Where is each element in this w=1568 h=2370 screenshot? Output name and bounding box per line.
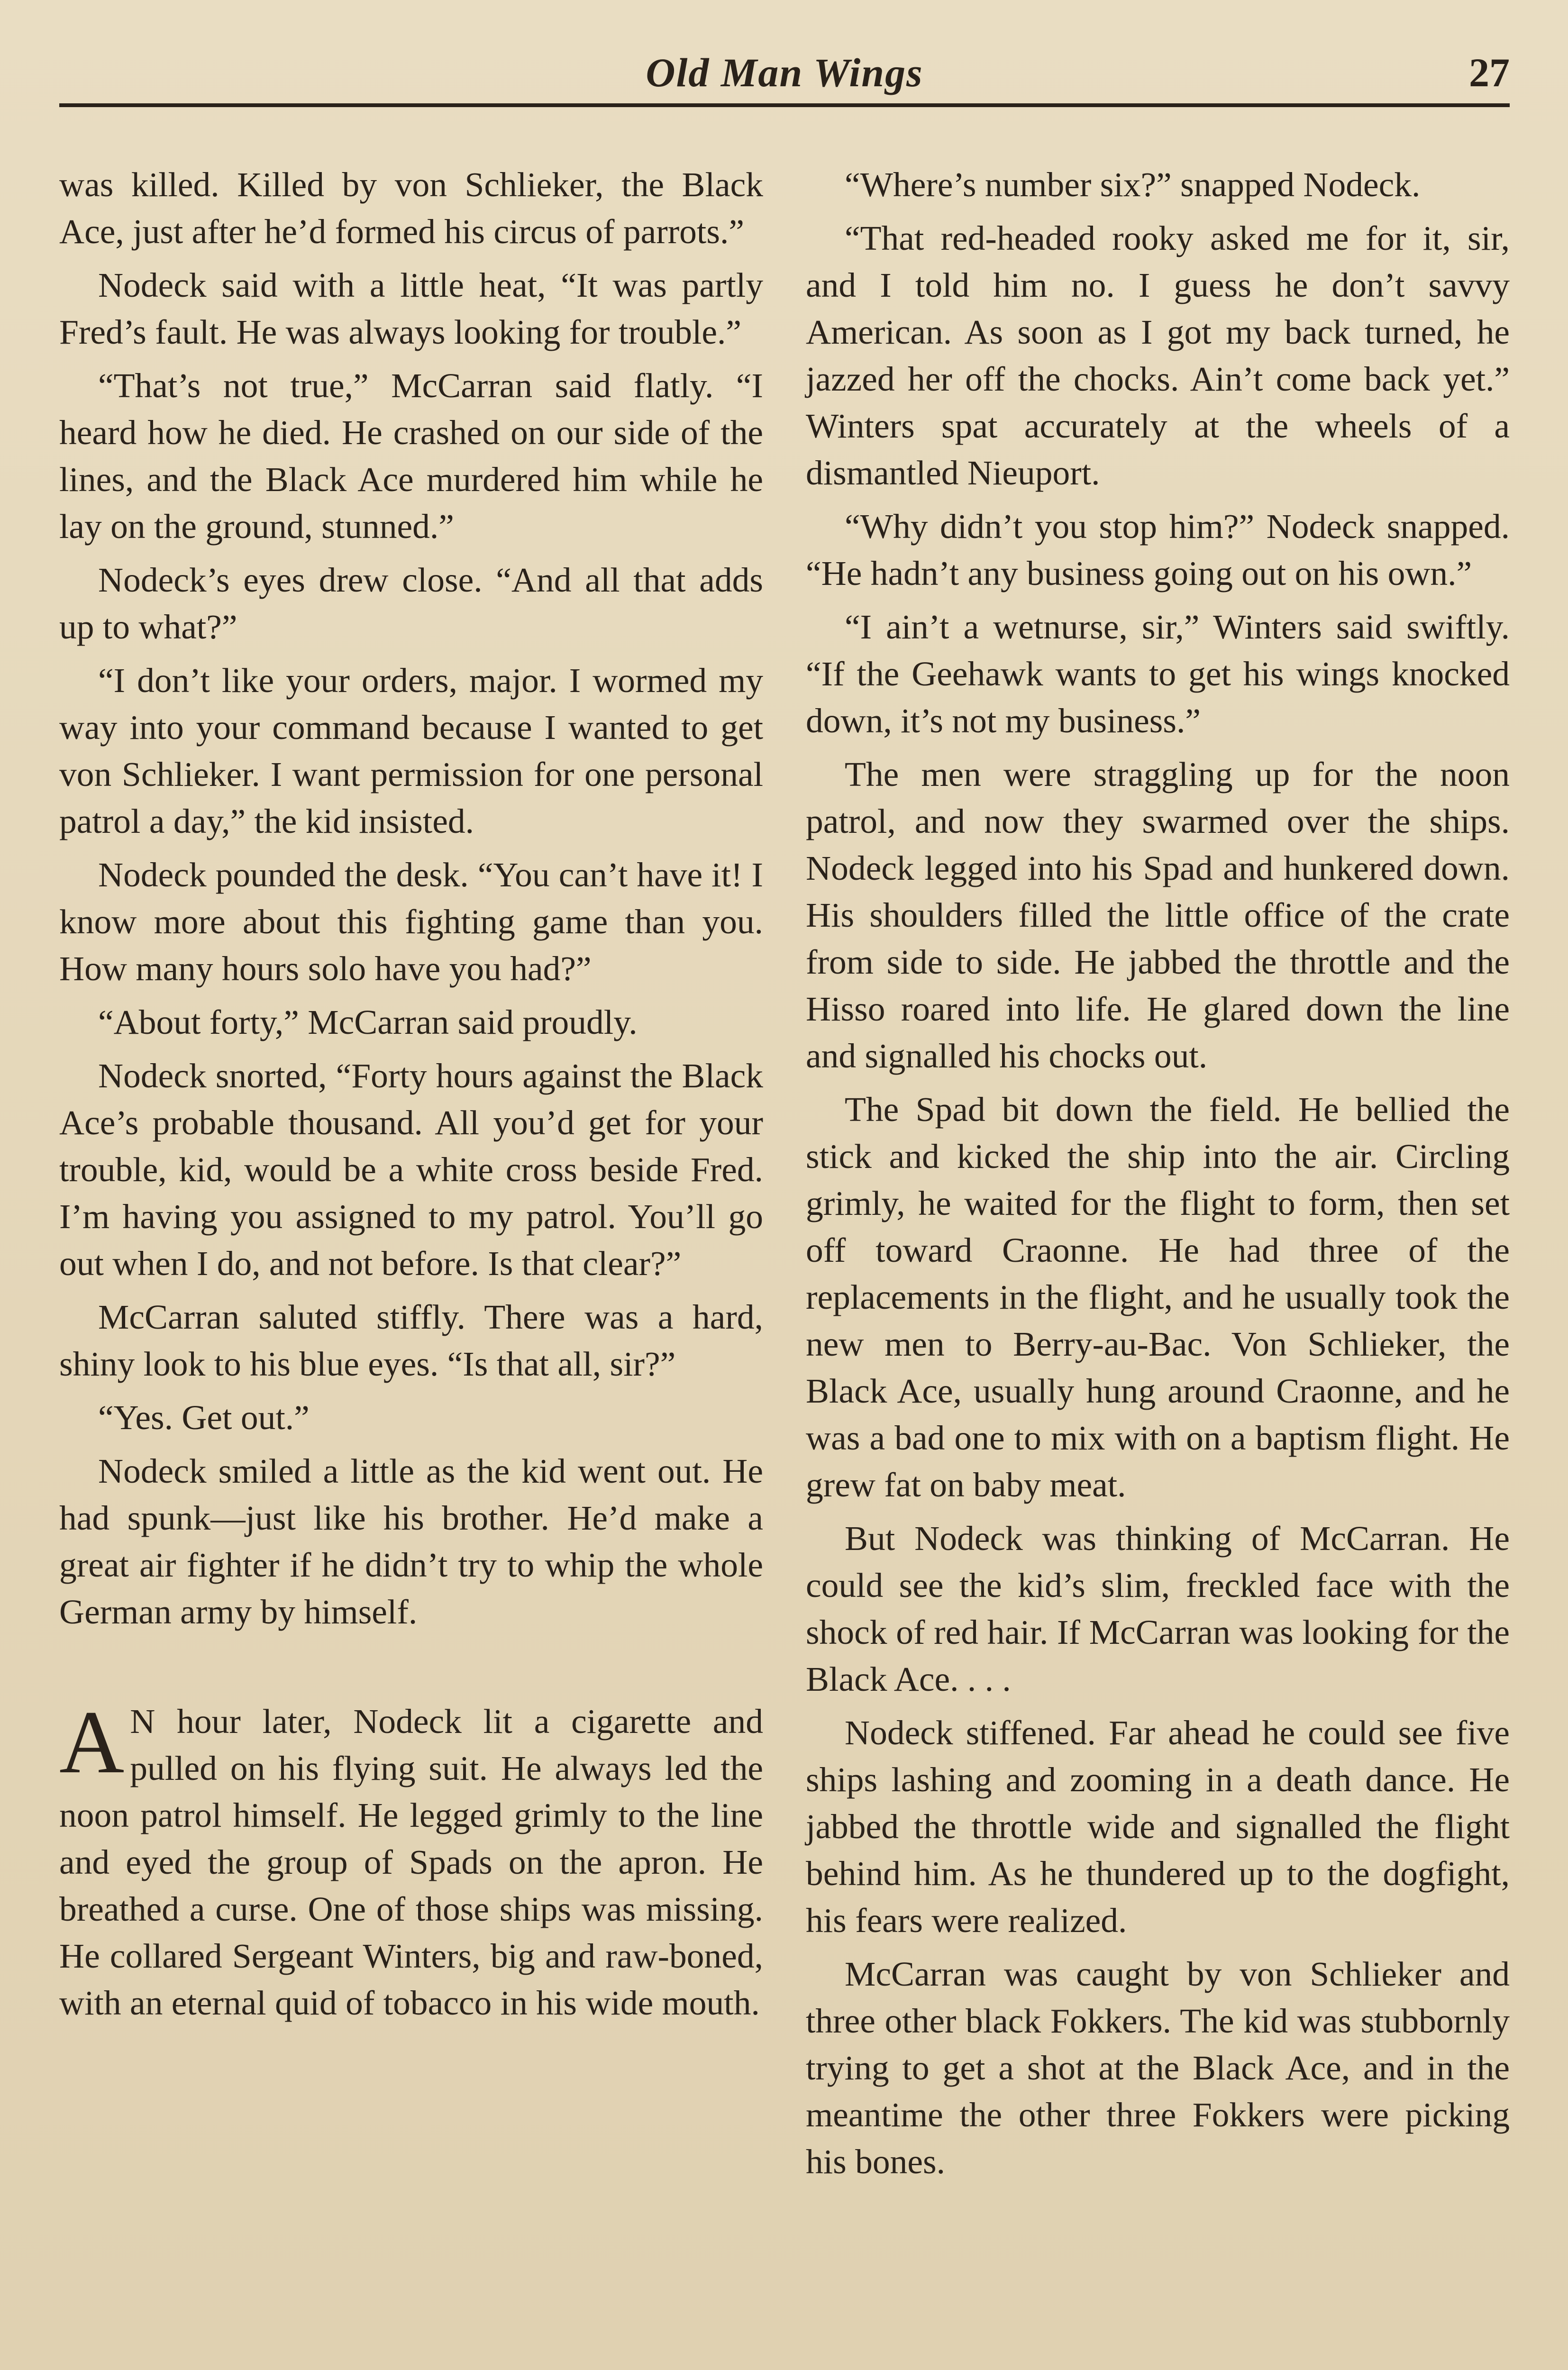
left-column xyxy=(59,161,763,2033)
page-header xyxy=(59,45,1510,102)
paragraph: McCarran saluted stiffly. There was a hard, shiny look to his blue eyes. “Is that all, sir?” xyxy=(59,1298,763,1383)
paragraph: “Why didn’t you stop him?” Nodeck snapped. “He hadn’t any business going out on his own.” xyxy=(806,507,1510,592)
paragraph: But Nodeck was thinking of McCarran. He could see the kid’s slim, freckled face with the shock of red hair. If McCarran was looking for the Black Ace. . . . xyxy=(806,1519,1510,1698)
paragraph: Nodeck snorted, “Forty hours against the Black Ace’s probable thousand. All you’d get for your trouble, kid, would be a white cross beside Fred. I’m having you assigned to my patrol. You’ll go out when I do, and not before. Is that clear?” xyxy=(59,1057,763,1283)
paragraph: “Where’s number six?” snapped Nodeck. xyxy=(845,165,1421,204)
paragraph: “I don’t like your orders, major. I wormed my way into your command because I wanted to get von Schlieker. I want permission for one personal patrol a day,” the kid insisted. xyxy=(59,661,763,840)
paragraph: was killed. Killed by von Schlieker, the Black Ace, just after he’d formed his circus of parrots.” xyxy=(59,165,763,251)
paragraph: Nodeck pounded the desk. “You can’t have it! I know more about this fighting game than you. How many hours solo have you had?” xyxy=(59,856,763,988)
section-opening-text: N hour later, Nodeck lit a cigarette and pulled on his flying suit. He always led the noon patrol himself. He legged grimly to the line and eyed the group of Spads on the apron. He breathed a curse. One of those ships was missing. He collared Sergeant Winters, big and raw-boned, with an eternal quid of tobacco in his wide mouth. xyxy=(59,1702,763,2022)
header-rule xyxy=(59,103,1510,107)
paragraph: Nodeck said with a little heat, “It was partly Fred’s fault. He was always looking for trouble.” xyxy=(59,266,763,351)
paragraph: “That’s not true,” McCarran said flatly. “I heard how he died. He crashed on our side of the lines, and the Black Ace murdered him while he lay on the ground, stunned.” xyxy=(59,366,763,546)
right-column xyxy=(806,161,1510,2192)
paragraph: “Yes. Get out.” xyxy=(98,1398,310,1437)
paragraph: The men were straggling up for the noon patrol, and now they swarmed over the ships. Nodeck legged into his Spad and hunkered down. His shoulders filled the little office of the crate from side to side. He jabbed the throttle and the Hisso roared into life. He glared down the line and signalled his chocks out. xyxy=(806,755,1510,1075)
page-number: 27 xyxy=(1469,50,1510,95)
paragraph: Nodeck’s eyes drew close. “And all that adds up to what?” xyxy=(59,561,763,646)
paragraph: “I ain’t a wetnurse, sir,” Winters said swiftly. “If the Geehawk wants to get his wings knocked down, it’s not my business.” xyxy=(806,608,1510,740)
paragraph: The Spad bit down the field. He bellied the stick and kicked the ship into the air. Circling grimly, he waited for the flight to form, then set off toward Craonne. He had three of the replacements in the flight, and he usually took the new men to Berry-au-Bac. Von Schlieker, the Black Ace, usually hung around Craonne, and he was a bad one to mix with on a baptism flight. He grew fat on baby meat. xyxy=(806,1090,1510,1504)
paragraph: Nodeck stiffened. Far ahead he could see five ships lashing and zooming in a death dance. He jabbed the throttle wide and signalled the flight behind him. As he thundered up to the dogfight, his fears were realized. xyxy=(806,1714,1510,1940)
paragraph: “About forty,” McCarran said proudly. xyxy=(98,1003,638,1041)
running-title: Old Man Wings xyxy=(646,50,923,95)
section-opening-paragraph xyxy=(59,1693,763,2026)
paragraph: Nodeck smiled a little as the kid went out. He had spunk—just like his brother. He’d make a great air fighter if he didn’t try to whip the whole German army by himself. xyxy=(59,1452,763,1631)
paragraph: “That red-headed rooky asked me for it, sir, and I told him no. I guess he don’t savvy American. As soon as I got my back turned, he jazzed her off the chocks. Ain’t come back yet.” Winters spat accurately at the wheels of a dismantled Nieuport. xyxy=(806,219,1510,492)
paragraph: McCarran was caught by von Schlieker and three other black Fokkers. The kid was stubbornly trying to get a shot at the Black Ace, and in the meantime the other three Fokkers were picking his bones. xyxy=(806,1955,1510,2181)
drop-cap: A xyxy=(59,1693,125,1792)
